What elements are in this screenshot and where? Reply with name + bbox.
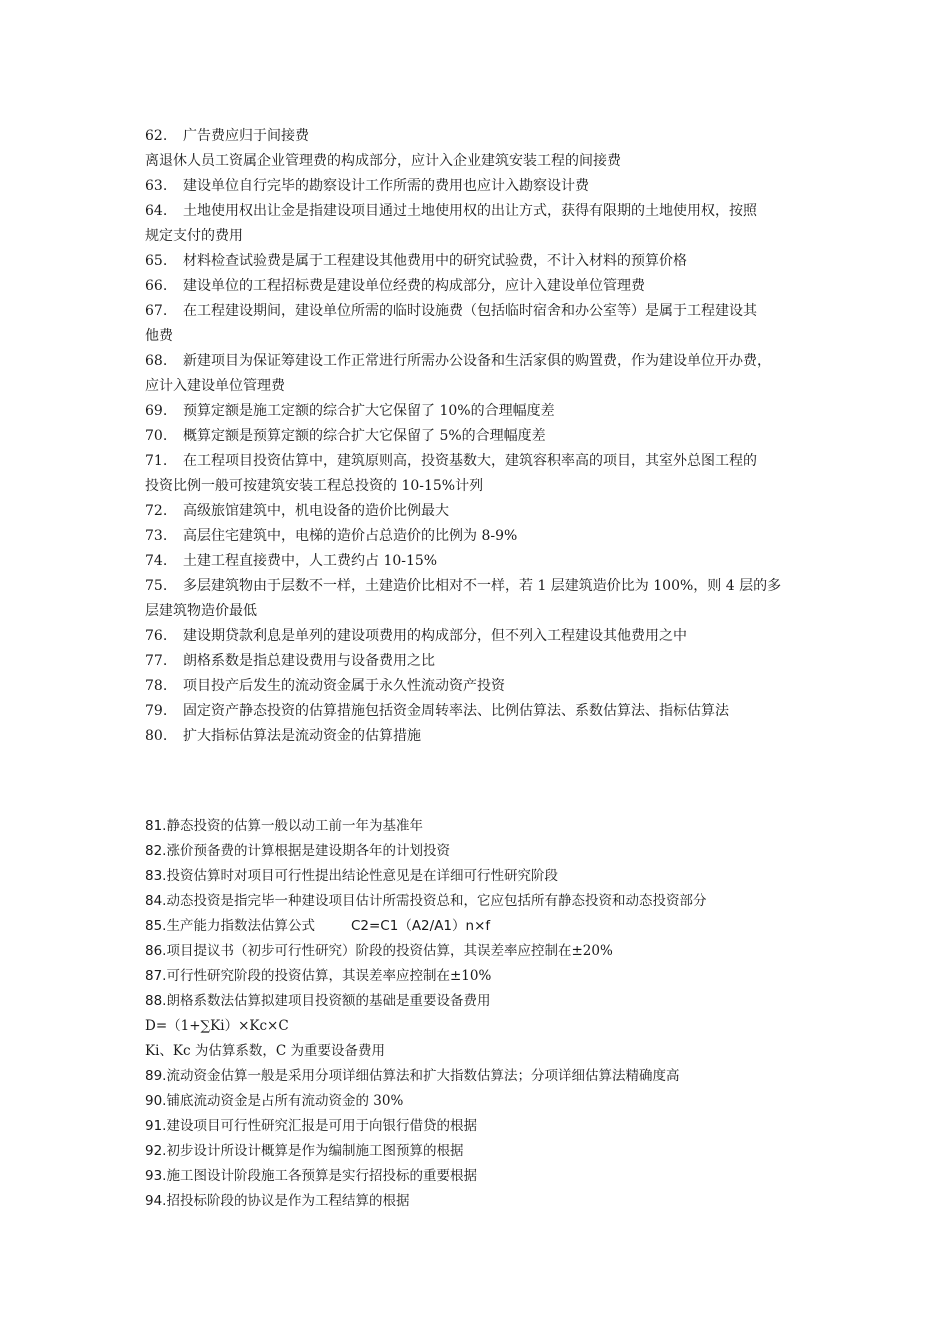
item-text: 规定支付的费用: [145, 228, 243, 244]
text-line: [145, 174, 817, 199]
text-line: [145, 274, 817, 299]
item-text: 高级旅馆建筑中，机电设备的造价比例最大: [183, 503, 449, 519]
text-line: [145, 939, 817, 964]
text-line: [145, 1139, 817, 1164]
item-text: 层建筑物造价最低: [145, 603, 257, 619]
item-number: 71.: [145, 453, 168, 469]
text-line: [145, 814, 817, 839]
item-number: 68.: [145, 353, 168, 369]
item-number: 67.: [145, 303, 168, 319]
text-line: [145, 124, 817, 149]
text-line: [145, 649, 817, 674]
item-text: 涨价预备费的计算根据是建设期各年的计划投资: [166, 843, 450, 859]
item-number: 65.: [145, 253, 168, 269]
text-line: [145, 549, 817, 574]
item-text: 材料检查试验费是属于工程建设其他费用中的研究试验费，不计入材料的预算价格: [183, 253, 687, 269]
item-text: 土建工程直接费中，人工费约占 10-15%: [183, 553, 438, 569]
item-text: 投资比例一般可按建筑安装工程总投资的 10-15%计列: [145, 478, 484, 494]
item-text: 高层住宅建筑中，电梯的造价占总造价的比例为 8-9%: [183, 528, 518, 544]
text-line: [145, 399, 817, 424]
text-line: [145, 249, 817, 274]
numbered-notes-81-94: [145, 814, 817, 1214]
item-number: 66.: [145, 278, 168, 294]
item-text: D=（1+∑Ki）×Kc×C: [145, 1018, 289, 1034]
item-text: 在工程项目投资估算中，建筑原则高，投资基数大，建筑容积率高的项目，其室外总图工程的: [183, 453, 757, 469]
item-text: 朗格系数法估算拟建项目投资额的基础是重要设备费用: [166, 993, 491, 1009]
text-line: [145, 699, 817, 724]
item-number: 75.: [145, 578, 168, 594]
item-text: 离退休人员工资属企业管理费的构成部分，应计入企业建筑安装工程的间接费: [145, 153, 621, 169]
text-line: [145, 324, 817, 349]
item-text: 朗格系数是指总建设费用与设备费用之比: [183, 653, 435, 669]
item-number: 77.: [145, 653, 168, 669]
item-number: 78.: [145, 678, 168, 694]
numbered-notes-62-80: [145, 124, 817, 749]
item-number: 84.: [145, 893, 167, 909]
item-number: 69.: [145, 403, 168, 419]
item-number: 62.: [145, 128, 168, 144]
text-line: [145, 674, 817, 699]
item-number: 85.: [145, 918, 167, 934]
item-text: 固定资产静态投资的估算措施包括资金周转率法、比例估算法、系数估算法、指标估算法: [183, 703, 729, 719]
item-text: 广告费应归于间接费: [183, 128, 309, 144]
item-text: 建设期贷款利息是单列的建设项费用的构成部分，但不列入工程建设其他费用之中: [183, 628, 687, 644]
item-text: 建设单位的工程招标费是建设单位经费的构成部分，应计入建设单位管理费: [183, 278, 645, 294]
text-line: [145, 474, 817, 499]
item-text: 流动资金估算一般是采用分项详细估算法和扩大指数估算法；分项详细估算法精确度高: [166, 1068, 680, 1084]
text-line: [145, 1014, 817, 1039]
item-number: 76.: [145, 628, 168, 644]
text-line: [145, 599, 817, 624]
text-line: [145, 1114, 817, 1139]
item-text: 生产能力指数法估算公式: [166, 918, 315, 934]
item-number: 63.: [145, 178, 168, 194]
item-text: 招投标阶段的协议是作为工程结算的根据: [166, 1193, 410, 1209]
text-line: [145, 224, 817, 249]
item-text: 多层建筑物由于层数不一样，土建造价比相对不一样，若 1 层建筑造价比为 100%，则 4 层的多: [183, 578, 782, 594]
item-number: 94.: [145, 1193, 167, 1209]
text-line: [145, 424, 817, 449]
text-line: [145, 964, 817, 989]
item-text: 预算定额是施工定额的综合扩大它保留了 10%的合理幅度差: [183, 403, 555, 419]
item-text: Ki、Kc 为估算系数，C 为重要设备费用: [145, 1043, 385, 1059]
item-number: 72.: [145, 503, 168, 519]
text-line: [145, 524, 817, 549]
item-text: 新建项目为保证筹建设工作正常进行所需办公设备和生活家俱的购置费，作为建设单位开办费，: [183, 353, 771, 369]
item-number: 89.: [145, 1068, 167, 1084]
text-line: [145, 374, 817, 399]
item-text: 铺底流动资金是占所有流动资金的 30%: [166, 1093, 404, 1109]
text-line: [145, 989, 817, 1014]
item-text: 初步设计所设计概算是作为编制施工图预算的根据: [166, 1143, 464, 1159]
item-number: 87.: [145, 968, 167, 984]
item-number: 83.: [145, 868, 167, 884]
text-line: [145, 889, 817, 914]
item-text: 概算定额是预算定额的综合扩大它保留了 5%的合理幅度差: [183, 428, 546, 444]
item-number: 93.: [145, 1168, 167, 1184]
item-text: 项目投产后发生的流动资金属于永久性流动资产投资: [183, 678, 505, 694]
text-line: [145, 1064, 817, 1089]
item-number: 74.: [145, 553, 168, 569]
item-number: 86.: [145, 943, 167, 959]
text-line: [145, 864, 817, 889]
item-text: 土地使用权出让金是指建设项目通过土地使用权的出让方式，获得有限期的土地使用权，按照: [183, 203, 757, 219]
item-number: 82.: [145, 843, 167, 859]
item-number: 80.: [145, 728, 168, 744]
item-number: 81.: [145, 818, 167, 834]
item-text: 在工程建设期间，建设单位所需的临时设施费（包括临时宿舍和办公室等）是属于工程建设其: [183, 303, 757, 319]
item-number: 79.: [145, 703, 168, 719]
item-text: 他费: [145, 328, 173, 344]
item-text: 可行性研究阶段的投资估算，其误差率应控制在±10%: [166, 968, 492, 984]
text-line: [145, 1189, 817, 1214]
item-text: 建设项目可行性研究汇报是可用于向银行借贷的根据: [166, 1118, 477, 1134]
item-number: 70.: [145, 428, 168, 444]
text-line: [145, 624, 817, 649]
item-text: 建设单位自行完毕的勘察设计工作所需的费用也应计入勘察设计费: [183, 178, 589, 194]
item-number: 64.: [145, 203, 168, 219]
item-number: 73.: [145, 528, 168, 544]
item-text: 施工图设计阶段施工各预算是实行招投标的重要根据: [166, 1168, 477, 1184]
item-text: 项目提议书（初步可行性研究）阶段的投资估算，其误差率应控制在±20%: [166, 943, 613, 959]
item-number: 91.: [145, 1118, 167, 1134]
text-line: [145, 914, 817, 939]
text-line: [145, 199, 817, 224]
text-line: [145, 1039, 817, 1064]
text-line: [145, 839, 817, 864]
item-text: 应计入建设单位管理费: [145, 378, 285, 394]
text-line: [145, 724, 817, 749]
item-text: 扩大指标估算法是流动资金的估算措施: [183, 728, 421, 744]
text-line: [145, 574, 817, 599]
text-line: [145, 449, 817, 474]
text-line: [145, 149, 817, 174]
item-number: 92.: [145, 1143, 167, 1159]
item-text: 动态投资是指完毕一种建设项目估计所需投资总和，它应包括所有静态投资和动态投资部分: [166, 893, 707, 909]
text-line: [145, 1089, 817, 1114]
text-line: [145, 299, 817, 324]
text-line: [145, 349, 817, 374]
formula: C2=C1（A2/A1）n×f: [350, 918, 491, 934]
item-text: 投资估算时对项目可行性提出结论性意见是在详细可行性研究阶段: [166, 868, 558, 884]
item-text: 静态投资的估算一般以动工前一年为基准年: [166, 818, 423, 834]
text-line: [145, 1164, 817, 1189]
item-number: 88.: [145, 993, 167, 1009]
text-line: [145, 499, 817, 524]
item-number: 90.: [145, 1093, 167, 1109]
